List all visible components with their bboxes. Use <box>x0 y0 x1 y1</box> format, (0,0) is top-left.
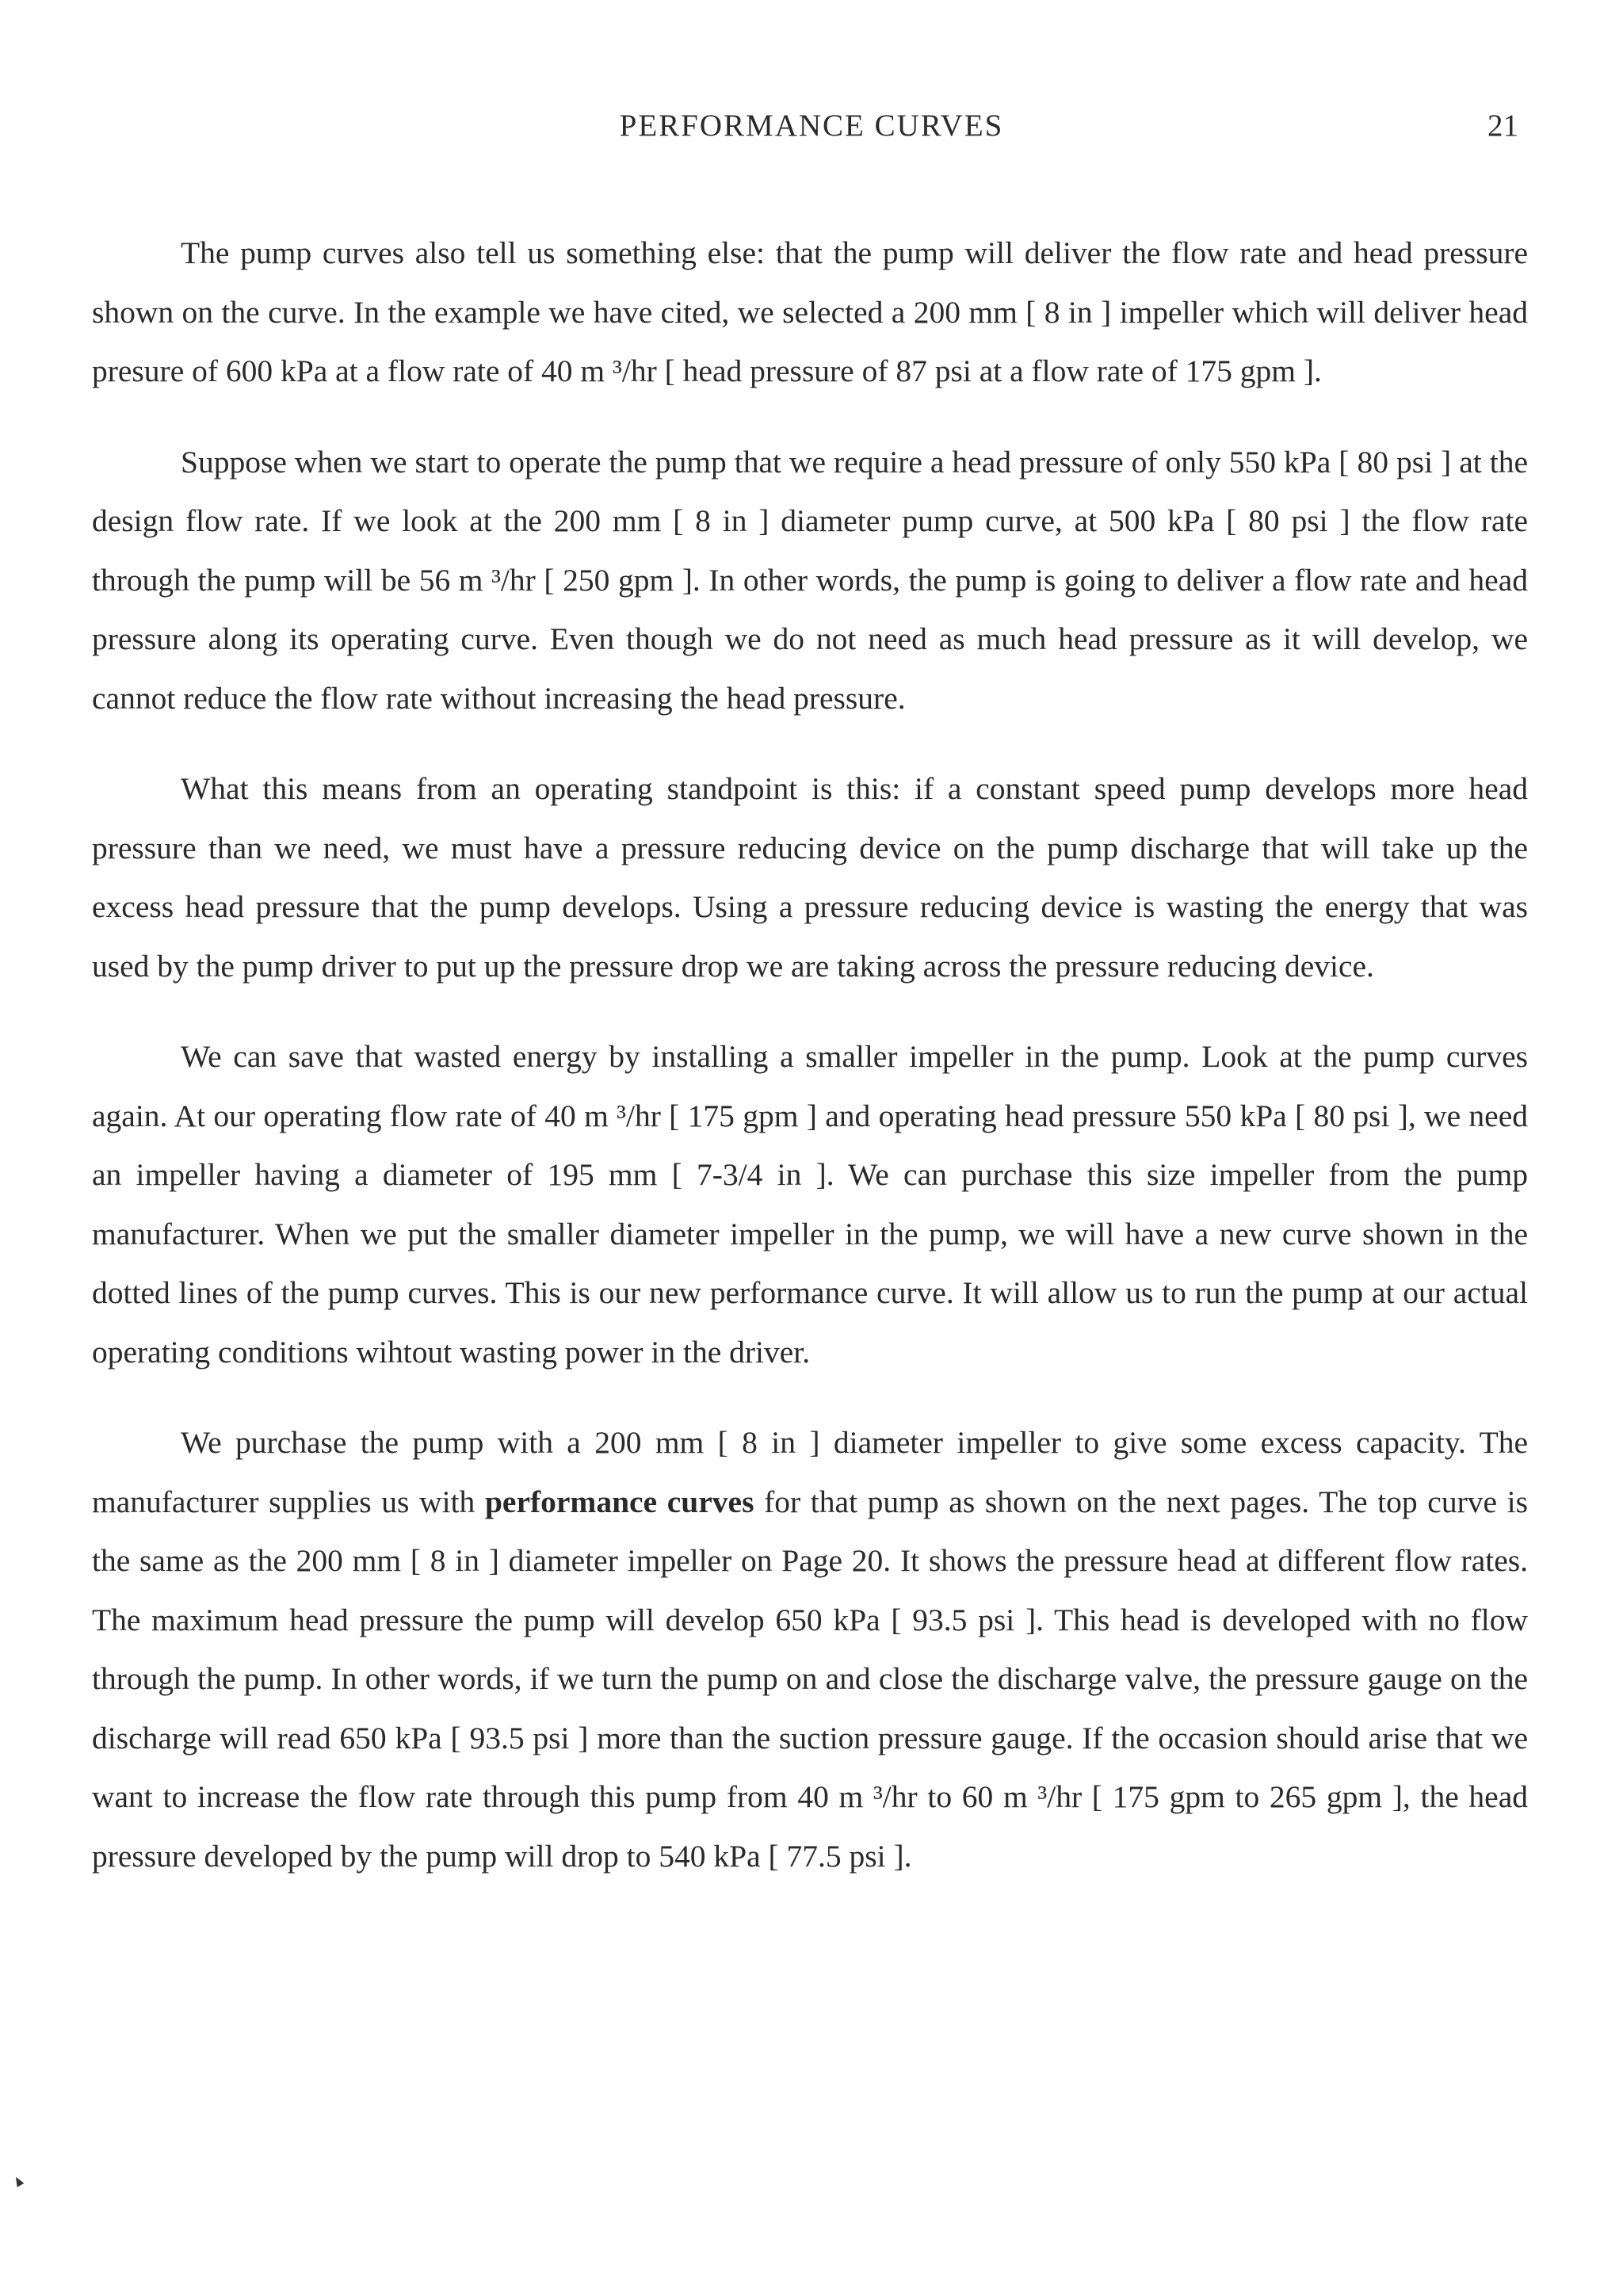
paragraph: We can save that wasted energy by installing a smaller impeller in the pump. Look at the pump curves again. At our operating flow rate of 40 m ³/hr [ 175 gpm ] and operating head pressure 550 kPa [ 80 psi ], we need an impeller having a diameter of 195 mm [ 7-3/4 in ]. We can purchase this size impeller from the pump manufacturer. When we put the smaller diameter impeller in the pump, we will have a new curve shown in the dotted lines of the pump curves. This is our new performance curve. It will allow us to run the pump at our actual operating conditions wihtout wasting power in the driver. <box>92 1039 1528 1370</box>
page-header <box>0 108 1623 155</box>
paragraph-text: for that pump as shown on the next pages. The top curve is the same as the 200 mm [ 8 in ] diameter impeller on Page 20. It shows the pressure head at different flow rates. The maximum head pressure the pump will develop 650 kPa [ 93.5 psi ]. This head is developed with no flow through the pump. In other words, if we turn the pump on and close the discharge valve, the pressure gauge on the discharge will read 650 kPa [ 93.5 psi ] more than the suction pressure gauge. If the occasion should arise that we want to increase the flow rate through this pump from 40 m ³/hr to 60 m ³/hr [ 175 gpm to 265 gpm ], the head pressure developed by the pump will drop to 540 kPa [ 77.5 psi ]. <box>92 1484 1529 1874</box>
paragraph: Suppose when we start to operate the pump that we require a head pressure of only 550 kPa [ 80 psi ] at the design flow rate. If we look at the 200 mm [ 8 in ] diameter pump curve, at 500 kPa [ 80 psi ] the flow rate through the pump will be 56 m ³/hr [ 250 gpm ]. In other words, the pump is going to deliver a flow rate and head pressure along its operating curve. Even though we do not need as much head pressure as it will develop, we cannot reduce the flow rate without increasing the head pressure. <box>92 444 1528 716</box>
paragraph: The pump curves also tell us something else: that the pump will deliver the flow rate and head pressure shown on the curve. In the example we have cited, we selected a 200 mm [ 8 in ] impeller which will deliver head presure of 600 kPa at a flow rate of 40 m ³/hr [ head pressure of 87 psi at a flow rate of 175 gpm ]. <box>92 235 1528 388</box>
paragraph-text: We purchase the pump with a 200 mm [ 8 in ] diameter impeller to give some excess capacity. The manufacturer supplies us with <box>92 1425 1528 1519</box>
bold-term: performance curves <box>484 1484 754 1519</box>
paragraph <box>92 1413 1528 1885</box>
page-number: 21 <box>1487 109 1518 143</box>
paragraph: What this means from an operating standpoint is this: if a constant speed pump develops more head pressure than we need, we must have a pressure reducing device on the pump discharge that will take up the excess head pressure that the pump develops. Using a pressure reducing device is wasting the energy that was used by the pump driver to put up the pressure drop we are taking across the pressure reducing device. <box>92 771 1528 984</box>
scan-mark <box>13 2175 25 2187</box>
running-title: PERFORMANCE CURVES <box>619 109 1004 143</box>
body-text <box>92 223 1528 1885</box>
